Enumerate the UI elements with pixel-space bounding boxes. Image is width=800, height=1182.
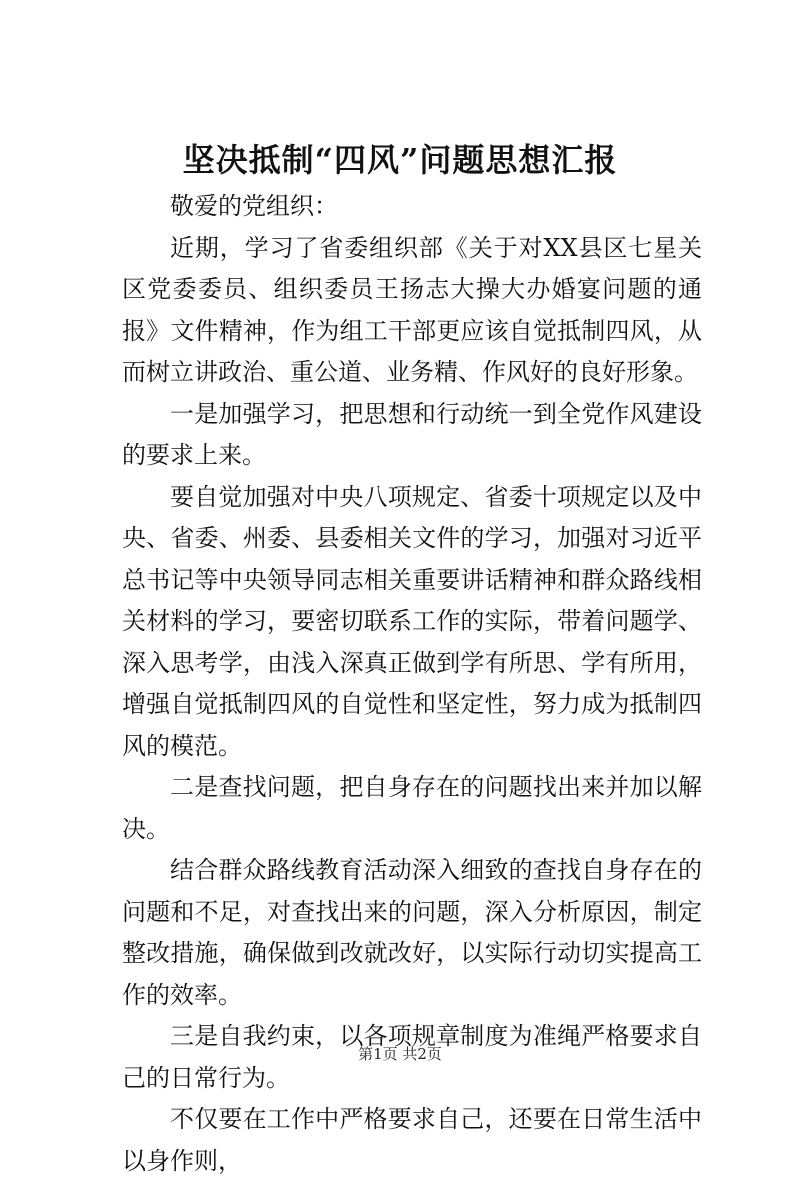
document-title: 坚决抵制“四风”问题思想汇报 [182,141,618,179]
page-number-footer: 第1页 共2页 [358,1045,442,1063]
paragraph-intro: 近期，学习了省委组织部《关于对XX县区七星关区党委委员、组织委员王扬志大操大办婚宴问题的通报》文件精神，作为组工干部更应该自觉抵制四风，从而树立讲政治、重公道、业务精、作风好的良好形象。 [122,233,702,386]
paragraph-point-1-heading: 一是加强学习，把思想和行动统一到全党作风建设的要求上来。 [122,399,702,469]
paragraph-salutation: 敬爱的党组织： [170,192,338,220]
paragraph-point-3-body: 不仅要在工作中严格要求自己，还要在日常生活中以身作则， [122,1105,702,1175]
paragraph-point-2-body: 结合群众路线教育活动深入细致的查找自身存在的问题和不足，对查找出来的问题，深入分析原因，制定整改措施，确保做到改就改好，以实际行动切实提高工作的效率。 [122,856,702,1009]
paragraph-point-2-heading: 二是查找问题，把自身存在的问题找出来并加以解决。 [122,773,702,843]
paragraph-point-1-body: 要自觉加强对中央八项规定、省委十项规定以及中央、省委、州委、县委相关文件的学习，加强对习近平总书记等中央领导同志相关重要讲话精神和群众路线相关材料的学习，要密切联系工作的实际，带着问题学、深入思考学，由浅入深真正做到学有所思、学有所用，增强自觉抵制四风的自觉性和坚定性，努力成为抵制四风的模范。 [122,482,702,760]
paragraph-point-3-heading: 三是自我约束，以各项规章制度为准绳严格要求自己的日常行为。 [122,1022,702,1092]
document-body [122,186,702,1182]
